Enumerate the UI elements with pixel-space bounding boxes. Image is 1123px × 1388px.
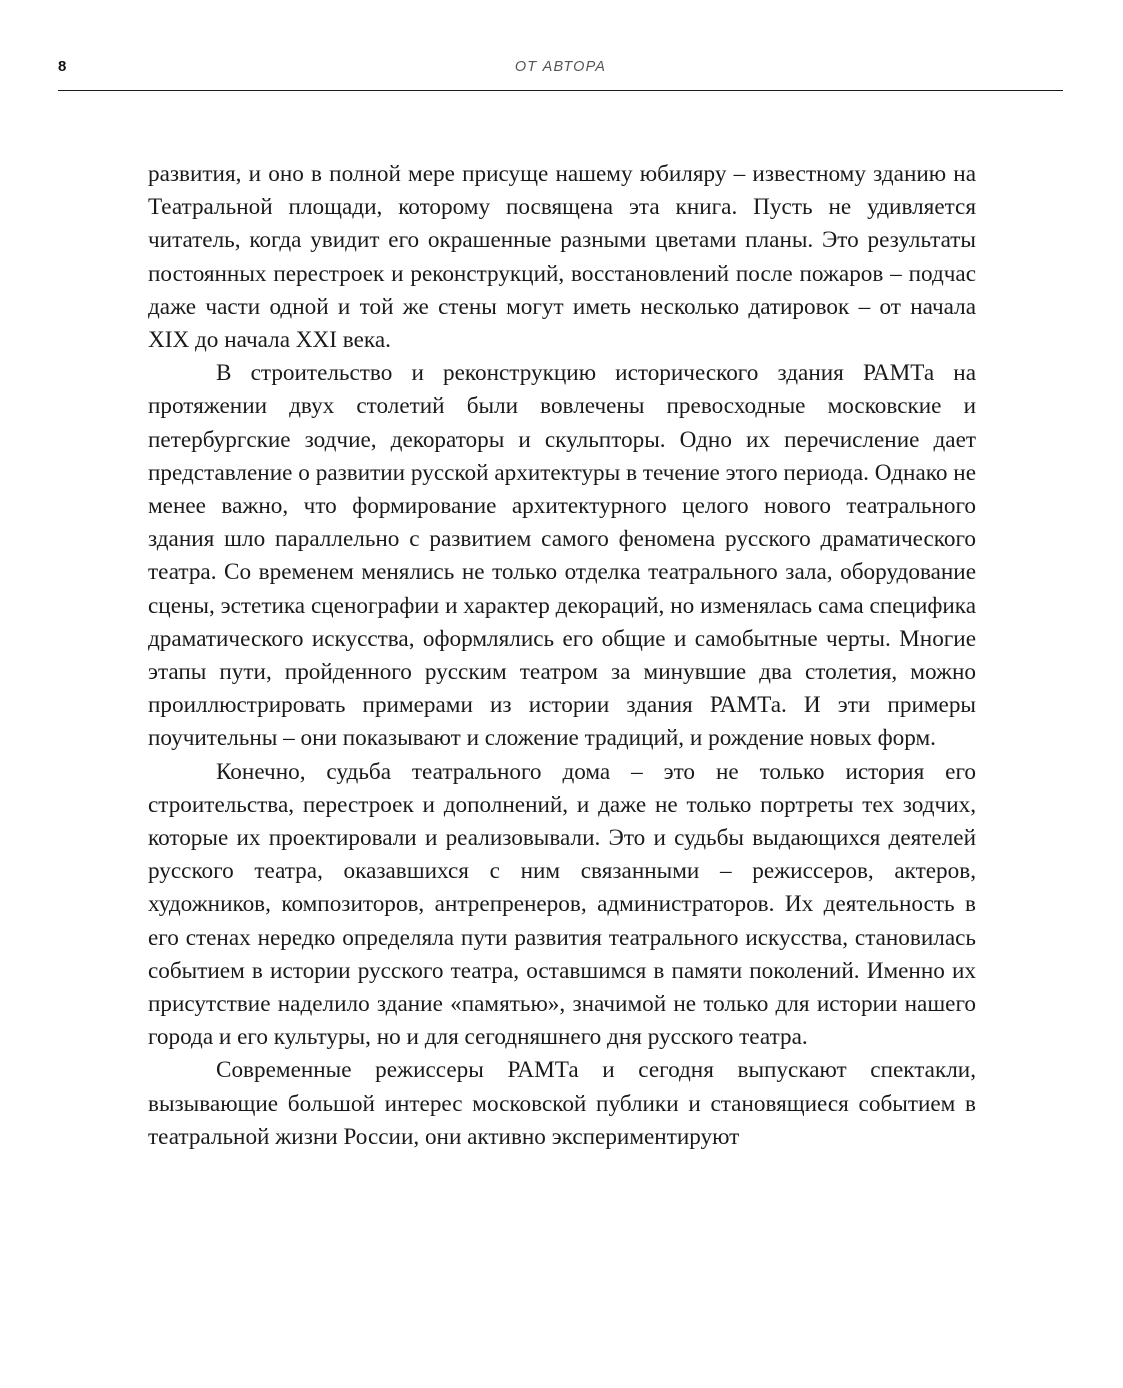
page-header xyxy=(58,52,1063,91)
paragraph: Современные режиссеры РАМТа и сегодня выпускают спектакли, вызывающие большой интерес московской публики и становящиеся событием в театральной жизни России, они активно экспериментируют xyxy=(148,1057,976,1150)
paragraph: Конечно, судьба театрального дома – это не только история его строительства, перестроек и дополнений, и даже не только портреты тех зодчих, которые их проектировали и реализовывали. Это и судьбы выдающихся деятелей русского театра, оказавшихся с ним связанными – режиссеров, актеров, художников, композиторов, антрепренеров, администраторов. Их деятельность в его стенах нередко определяла пути развития театрального искусства, становилась событием в истории русского театра, оставшимся в памяти поколений. Именно их присутствие наделило здание «памятью», значимой не только для истории нашего города и его культуры, но и для сегодняшнего дня русского театра. xyxy=(148,758,976,1051)
paragraph-continuation: развития, и оно в полной мере присуще нашему юбиляру – известному зданию на Театральной площади, которому посвящена эта книга. Пусть не удивляется читатель, когда увидит его окрашенные разными цветами планы. Это результаты постоянных перестроек и реконструкций, восстановлений после пожаров – подчас даже части одной и той же стены могут иметь несколько датировок – от начала XIX до начала XXI века. xyxy=(148,161,976,354)
paragraph: В строительство и реконструкцию исторического здания РАМТа на протяжении двух столетий были вовлечены превосходные московские и петербургские зодчие, декораторы и скульпторы. Одно их перечисление дает представление о развитии русской архитектуры в течение этого периода. Однако не менее важно, что формирование архитектурного целого нового театрального здания шло параллельно с развитием самого феномена русского драматического театра. Со временем менялись не только отделка театрального зала, оборудование сцены, эстетика сценографии и характер декораций, но изменялась сама специфика драматического искусства, оформлялись его общие и самобытные черты. Многие этапы пути, пройденного русским театром за минувшие два столетия, можно проиллюстрировать примерами из истории здания РАМТа. И эти примеры поучительны – они показывают и сложение традиций, и рождение новых форм. xyxy=(148,360,976,752)
body-text xyxy=(148,158,976,1154)
running-title: ОТ АВТОРА xyxy=(514,59,607,75)
page-number: 8 xyxy=(58,58,67,75)
